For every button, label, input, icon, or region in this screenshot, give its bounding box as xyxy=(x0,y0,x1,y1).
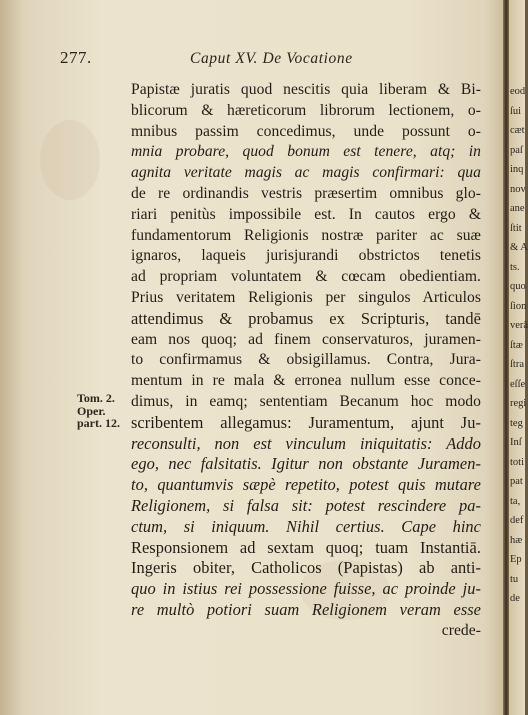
text-line: mnia probare, quod bonum est tenere, atq; in xyxy=(131,143,481,161)
text-line: riari penitùs impossibile est. In cautos ergo & xyxy=(131,205,481,223)
right-page-fragment: cæt xyxy=(510,125,525,136)
text-line: to, quantumvis sæpè repetito, potest quis mutare xyxy=(131,475,481,495)
page-header xyxy=(60,48,480,72)
text-line: Papistæ juratis quod nescitis quia liberam & Bi- xyxy=(131,81,481,98)
text-line: ego, nec falsitatis. Igitur non obstante Juramen- xyxy=(131,454,481,474)
text-line: de re ordinandis vestris præsertim omnibus glo- xyxy=(131,184,481,202)
right-page-fragment: paſ xyxy=(510,144,523,156)
catchword: crede- xyxy=(441,621,481,639)
right-page-fragment: ſion xyxy=(510,300,527,312)
text-line: agnita veritate magis ac magis confirmari: qua xyxy=(131,164,481,182)
right-page-fragment: ſtit xyxy=(510,222,522,234)
right-page-fragment: inq xyxy=(510,164,524,175)
right-page-fragment: de xyxy=(510,593,520,604)
right-page-fragment: ts. xyxy=(510,261,520,273)
body-text xyxy=(131,80,481,642)
text-line: ad propriam voluntatem & cœcam obedientiam. xyxy=(131,268,481,286)
paper-stain xyxy=(40,120,100,200)
text-line: dimus, in eamq; sententiam Becanum hoc modo xyxy=(131,392,481,410)
margin-reference xyxy=(77,392,120,430)
running-head: Caput XV. De Vocatione xyxy=(190,50,353,67)
right-page-fragment: Inſ xyxy=(510,437,522,448)
right-page-fragment: toti xyxy=(510,456,525,468)
text-line: attendimus & probamus ex Scripturis, tandē xyxy=(131,308,481,328)
margin-reference-line: Tom. 2. xyxy=(77,391,115,405)
text-line: Ingeris obiter, Catholicos (Papistas) ab anti- xyxy=(131,558,481,578)
text-line: scribentem allegamus: Juramentum, ajunt Ju- xyxy=(131,412,481,432)
text-line: mentum in re mala & erronea nullum esse conce- xyxy=(131,372,481,390)
text-line: blicorum & hæreticorum librorum lectionem, o- xyxy=(131,101,481,119)
right-page-fragment: ſtæ xyxy=(510,339,523,351)
text-line: Religionem, si falsa sit: potest rescindere pa- xyxy=(131,495,481,515)
right-page-edge xyxy=(509,0,528,715)
right-page-fragment: eod xyxy=(510,86,526,97)
right-page-fragment: nov xyxy=(510,183,526,195)
text-line: to confirmamus & obsigillamus. Contra, Jura- xyxy=(131,351,481,369)
text-line: Prius veritatem Religionis per singulos Articulos xyxy=(131,288,481,306)
right-page-fragment: regi xyxy=(510,398,527,409)
text-line: ctum, si iniquum. Nihil certius. Cape hinc xyxy=(131,516,481,536)
margin-reference-line: Oper. xyxy=(77,403,106,418)
right-page-fragment: ta, xyxy=(510,495,521,507)
right-page-fragment: quo xyxy=(510,281,526,292)
right-page-fragment: ſtra xyxy=(510,359,524,370)
right-page-fragment: ane xyxy=(510,203,525,214)
right-page-fragment: Ep xyxy=(510,554,522,565)
text-line: quo in istius rei possessione fuisse, ac proinde ju- xyxy=(131,579,481,599)
right-page-fragment: teg xyxy=(510,417,523,429)
page-number: 277. xyxy=(60,48,92,67)
right-page-fragment: eſſe xyxy=(510,378,526,390)
right-page-fragment: & A xyxy=(510,242,528,253)
right-page-fragment: tu xyxy=(510,573,519,585)
right-page-fragment: hæ xyxy=(510,534,523,546)
right-page-text xyxy=(510,82,528,609)
text-line: eam nos quoq; ad finem conservaturos, juramen- xyxy=(131,330,481,348)
text-line: mnibus passim concedimus, unde possunt o- xyxy=(131,122,481,140)
text-line: fundamentorum Religionis nostræ pariter ac suæ xyxy=(131,226,481,244)
text-line: re multò potiori suam Religionem veram esse xyxy=(131,599,481,619)
text-line: ignaros, laqueis jurisjurandi obstrictos tenetis xyxy=(131,247,481,265)
margin-reference-line: part. 12. xyxy=(77,416,120,430)
right-page-fragment: verā xyxy=(510,320,528,331)
text-line: reconsulti, non est vinculum iniquitatis: Addo xyxy=(131,433,481,453)
text-line: Responsionem ad sextam quoq; tuam Instantiā. xyxy=(131,537,481,557)
right-page-fragment: ſui xyxy=(510,105,522,117)
right-page-fragment: def xyxy=(510,515,524,526)
right-page-fragment: pat xyxy=(510,476,523,487)
